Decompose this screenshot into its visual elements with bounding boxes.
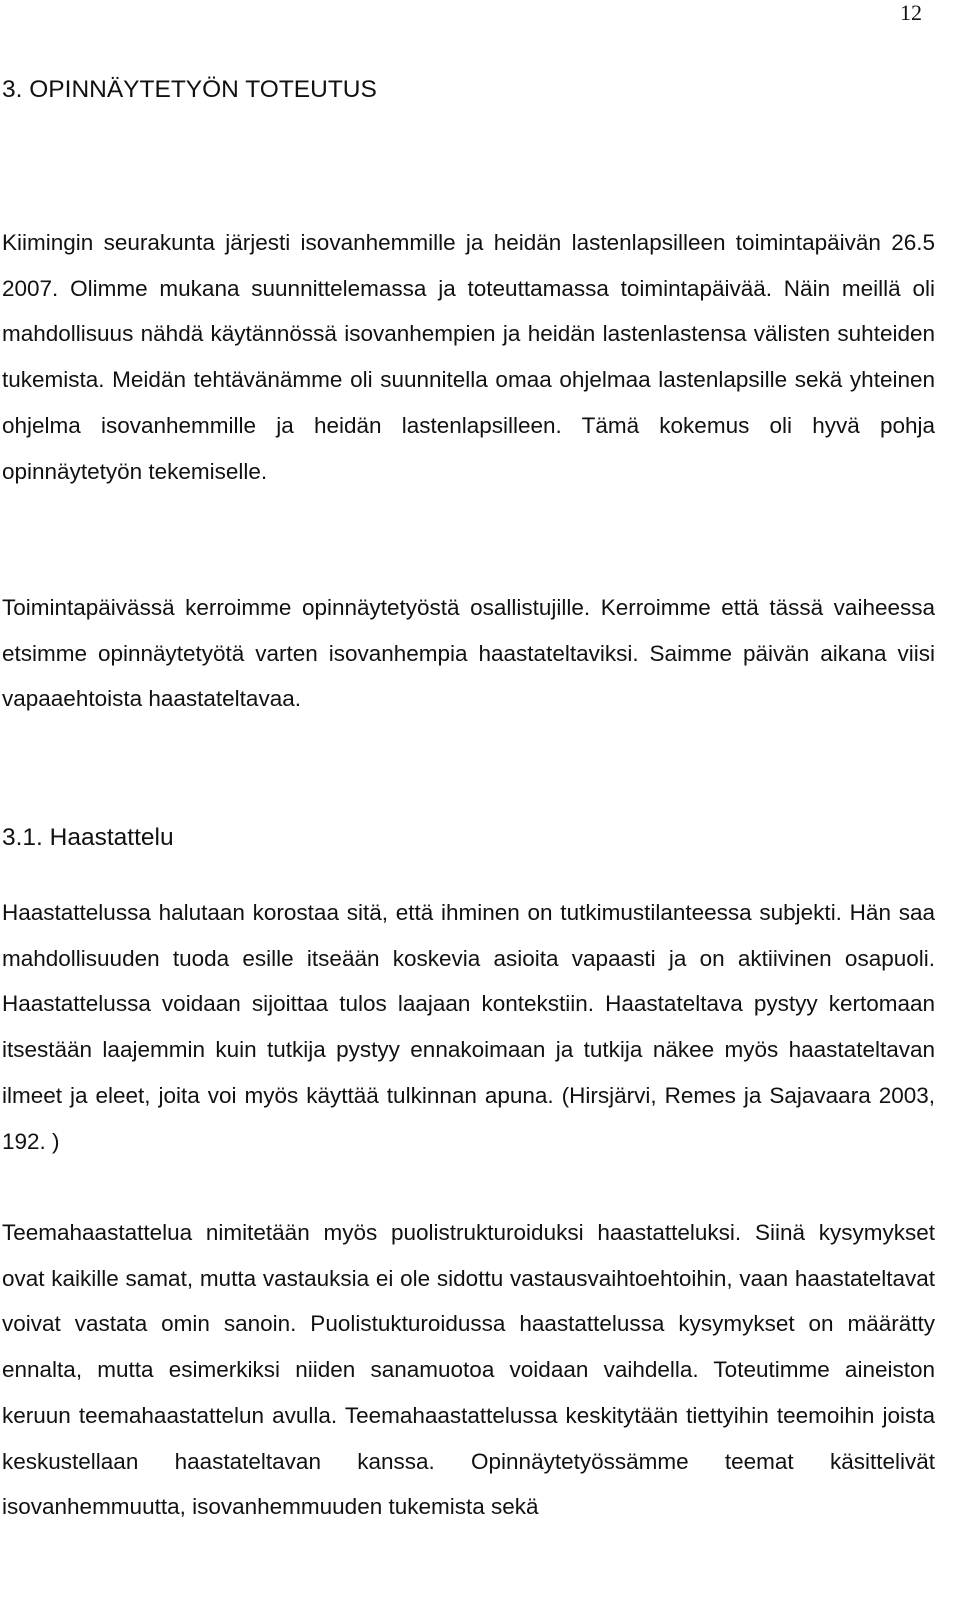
paragraph: Toimintapäivässä kerroimme opinnäytetyöstä osallistujille. Kerroimme että tässä vaiheessa etsimme opinnäytetyötä varten isovanhempia haastateltaviksi. Saimme päivän aikana viisi vapaaehtoista haastateltavaa. (2, 595, 935, 712)
section-heading: 3. OPINNÄYTETYÖN TOTEUTUS (2, 76, 377, 103)
paragraph: Haastattelussa halutaan korostaa sitä, että ihminen on tutkimustilanteessa subjekti. Hän saa mahdollisuuden tuoda esille itseään koskevia asioita vapaasti ja on aktiivinen osapuoli. Haastattelussa voidaan sijoittaa tulos laajaan kontekstiin. Haastateltava pystyy kertomaan itsestään laajemmin kuin tutkija pystyy ennakoimaan ja tutkija näkee myös haastateltavan ilmeet ja eleet, joita voi myös käyttää tulkinnan apuna. (Hirsjärvi, Remes ja Sajavaara 2003, 192. ) (2, 900, 935, 1154)
page-number: 12 (900, 0, 922, 25)
subsection-heading: 3.1. Haastattelu (2, 824, 174, 851)
paragraph: Kiimingin seurakunta järjesti isovanhemmille ja heidän lastenlapsilleen toimintapäivän 26.5 2007. Olimme mukana suunnittelemassa ja toteuttamassa toimintapäivää. Näin meillä oli mahdollisuus nähdä käytännössä isovanhempien ja heidän lastenlastensa välisten suhteiden tukemista. Meidän tehtävänämme oli suunnitella omaa ohjelmaa lastenlapsille sekä yhteinen ohjelma isovanhemmille ja heidän lastenlapsilleen. Tämä kokemus oli hyvä pohja opinnäytetyön tekemiselle. (2, 230, 935, 484)
paragraph: Teemahaastattelua nimitetään myös puolistrukturoiduksi haastatteluksi. Siinä kysymykset ovat kaikille samat, mutta vastauksia ei ole sidottu vastausvaihtoehtoihin, vaan haastateltavat voivat vastata omin sanoin. Puolistukturoidussa haastattelussa kysymykset on määrätty ennalta, mutta esimerkiksi niiden sanamuotoa voidaan vaihdella. Toteutimme aineiston keruun teemahaastattelun avulla. Teemahaastattelussa keskitytään tiettyihin teemoihin joista keskustellaan haastateltavan kanssa. Opinnäytetyössämme teemat käsittelivät isovanhemmuutta, isovanhemmuuden tukemista sekä (2, 1220, 935, 1520)
